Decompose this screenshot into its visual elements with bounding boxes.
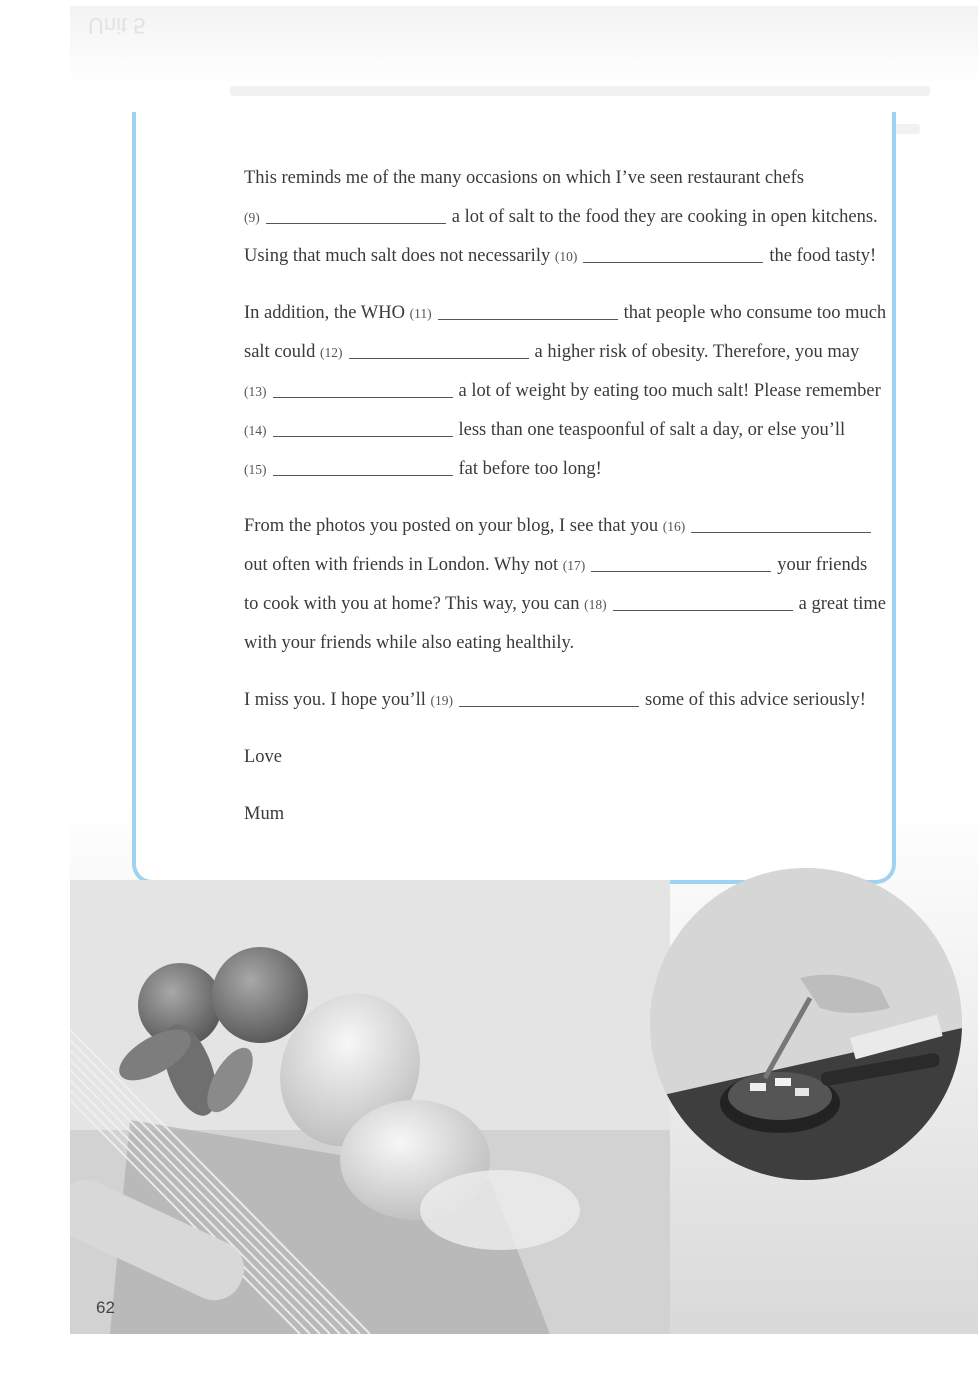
gap-blank-16[interactable] [691,531,871,533]
line-text: a lot of salt to the food they are cooking in open kitchens. [451,207,878,227]
line-text: fat before too long! [458,459,602,479]
line-text: your friends [777,555,868,575]
line-text: to cook with you at home? This way, you can [244,594,580,614]
letter-line [244,688,866,713]
line-text: a great time [798,594,886,614]
gap-blank-10[interactable] [583,261,763,263]
gap-blank-18[interactable] [613,609,793,611]
line-text: I miss you. I hope you’ll [244,690,426,710]
line-text: that people who consume too much [623,303,887,323]
letter-line [244,592,886,617]
letter-line [244,244,876,269]
letter-line [244,631,574,655]
gap-number-11: (11) [409,306,432,321]
letter-line [244,340,859,365]
gap-number-18: (18) [584,597,607,612]
line-text: with your friends while also eating healthily. [244,633,575,653]
line-text: a lot of weight by eating too much salt! Please remember [458,381,881,401]
gap-number-19: (19) [430,693,454,708]
letter-signature: Mum [244,804,285,824]
gap-number-14: (14) [244,423,267,438]
letter-line [244,205,878,230]
cooking-photo [650,868,962,1180]
ghost-line [230,86,930,96]
gap-number-13: (13) [244,384,267,399]
line-text: out often with friends in London. Why not [244,555,559,575]
gap-blank-13[interactable] [273,396,453,398]
line-text: some of this advice seriously! [645,690,866,710]
food-photo [70,880,670,1334]
letter-line [244,379,881,404]
letter-closing: Love [244,747,283,767]
letter-line [244,166,804,190]
gap-blank-11[interactable] [438,318,618,320]
gap-blank-14[interactable] [273,435,453,437]
line-text: a higher risk of obesity. Therefore, you may [534,342,860,362]
unit-ghost-text: Unit 5 [88,13,146,38]
line-text: Using that much salt does not necessarily [244,246,551,266]
letter-line [244,514,877,539]
gap-blank-17[interactable] [591,570,771,572]
gap-number-10: (10) [554,249,578,264]
gap-blank-9[interactable] [266,222,446,224]
line-text: This reminds me of the many occasions on which I’ve seen restaurant chefs [244,168,804,188]
letter-line [244,457,602,482]
line-text: the food tasty! [769,246,877,266]
line-text: salt could [244,342,316,362]
line-text: From the photos you posted on your blog, I see that you [244,516,659,536]
gap-number-17: (17) [562,558,586,573]
gap-number-16: (16) [662,519,686,534]
gap-blank-15[interactable] [273,474,453,476]
letter-line [244,301,886,326]
letter-line [244,553,867,578]
page-number: 62 [96,1298,115,1317]
line-text: less than one teaspoonful of salt a day, or else you’ll [458,420,846,440]
letter-line [244,418,845,443]
gap-blank-12[interactable] [349,357,529,359]
gap-number-12: (12) [320,345,343,360]
gap-number-9: (9) [244,210,260,225]
line-text: In addition, the WHO [244,303,405,323]
gap-number-15: (15) [244,462,267,477]
gap-blank-19[interactable] [459,705,639,707]
